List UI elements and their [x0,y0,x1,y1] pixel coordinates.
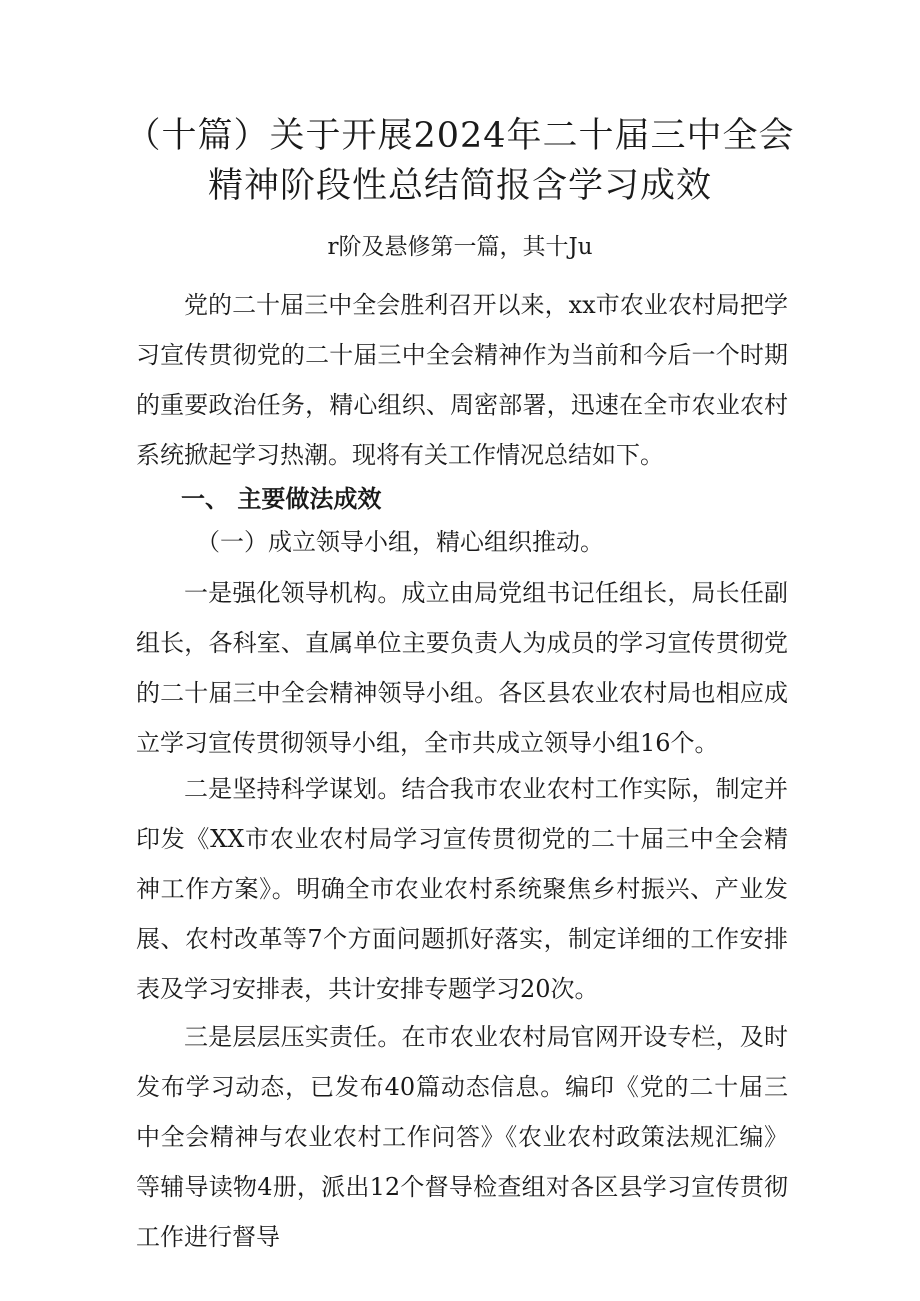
document-title-line2: 精神阶段性总结简报含学习成效 [207,166,712,206]
document-subtitle: r阶及悬修第一篇，其十Ju [327,234,593,260]
intro-paragraph: 党的二十届三中全会胜利召开以来，xx市农业农村局把学习宣传贯彻党的二十届三中全会精神作为当前和今后一个时期的重要政治任务，精心组织、周密部署，迅速在全市农业农村系统掀起学习热潮。现将有关工作情况总结如下。 [136,291,788,469]
section-heading: 一、 主要做法成效 [181,484,382,513]
document-title-line1: （十篇）关于开展2024年二十届三中全会 [125,116,795,156]
body-paragraph-planning: 二是坚持科学谋划。结合我市农业农村工作实际，制定并印发《XX市农业农村局学习宣传贯彻党的二十届三中全会精神工作方案》。明确全市农业农村系统聚焦乡村振兴、产业发展、农村改革等7个方面问题抓好落实，制定详细的工作安排表及学习安排表，共计安排专题学习20次。 [136,775,788,1003]
subsection-heading: （一）成立领导小组，精心组织推动。 [196,528,604,556]
body-paragraph-leadership: 一是强化领导机构。成立由局党组书记任组长，局长任副组长，各科室、直属单位主要负责人为成员的学习宣传贯彻党的二十届三中全会精神领导小组。各区县农业农村局也相应成立学习宣传贯彻领导小组，全市共成立领导小组16个。 [136,579,788,757]
body-paragraph-responsibility: 三是层层压实责任。在市农业农村局官网开设专栏，及时发布学习动态，已发布40篇动态信息。编印《党的二十届三中全会精神与农业农村工作问答》《农业农村政策法规汇编》等辅导读物4册，派出12个督导检查组对各区县学习宣传贯彻工作进行督导 [136,1023,788,1251]
